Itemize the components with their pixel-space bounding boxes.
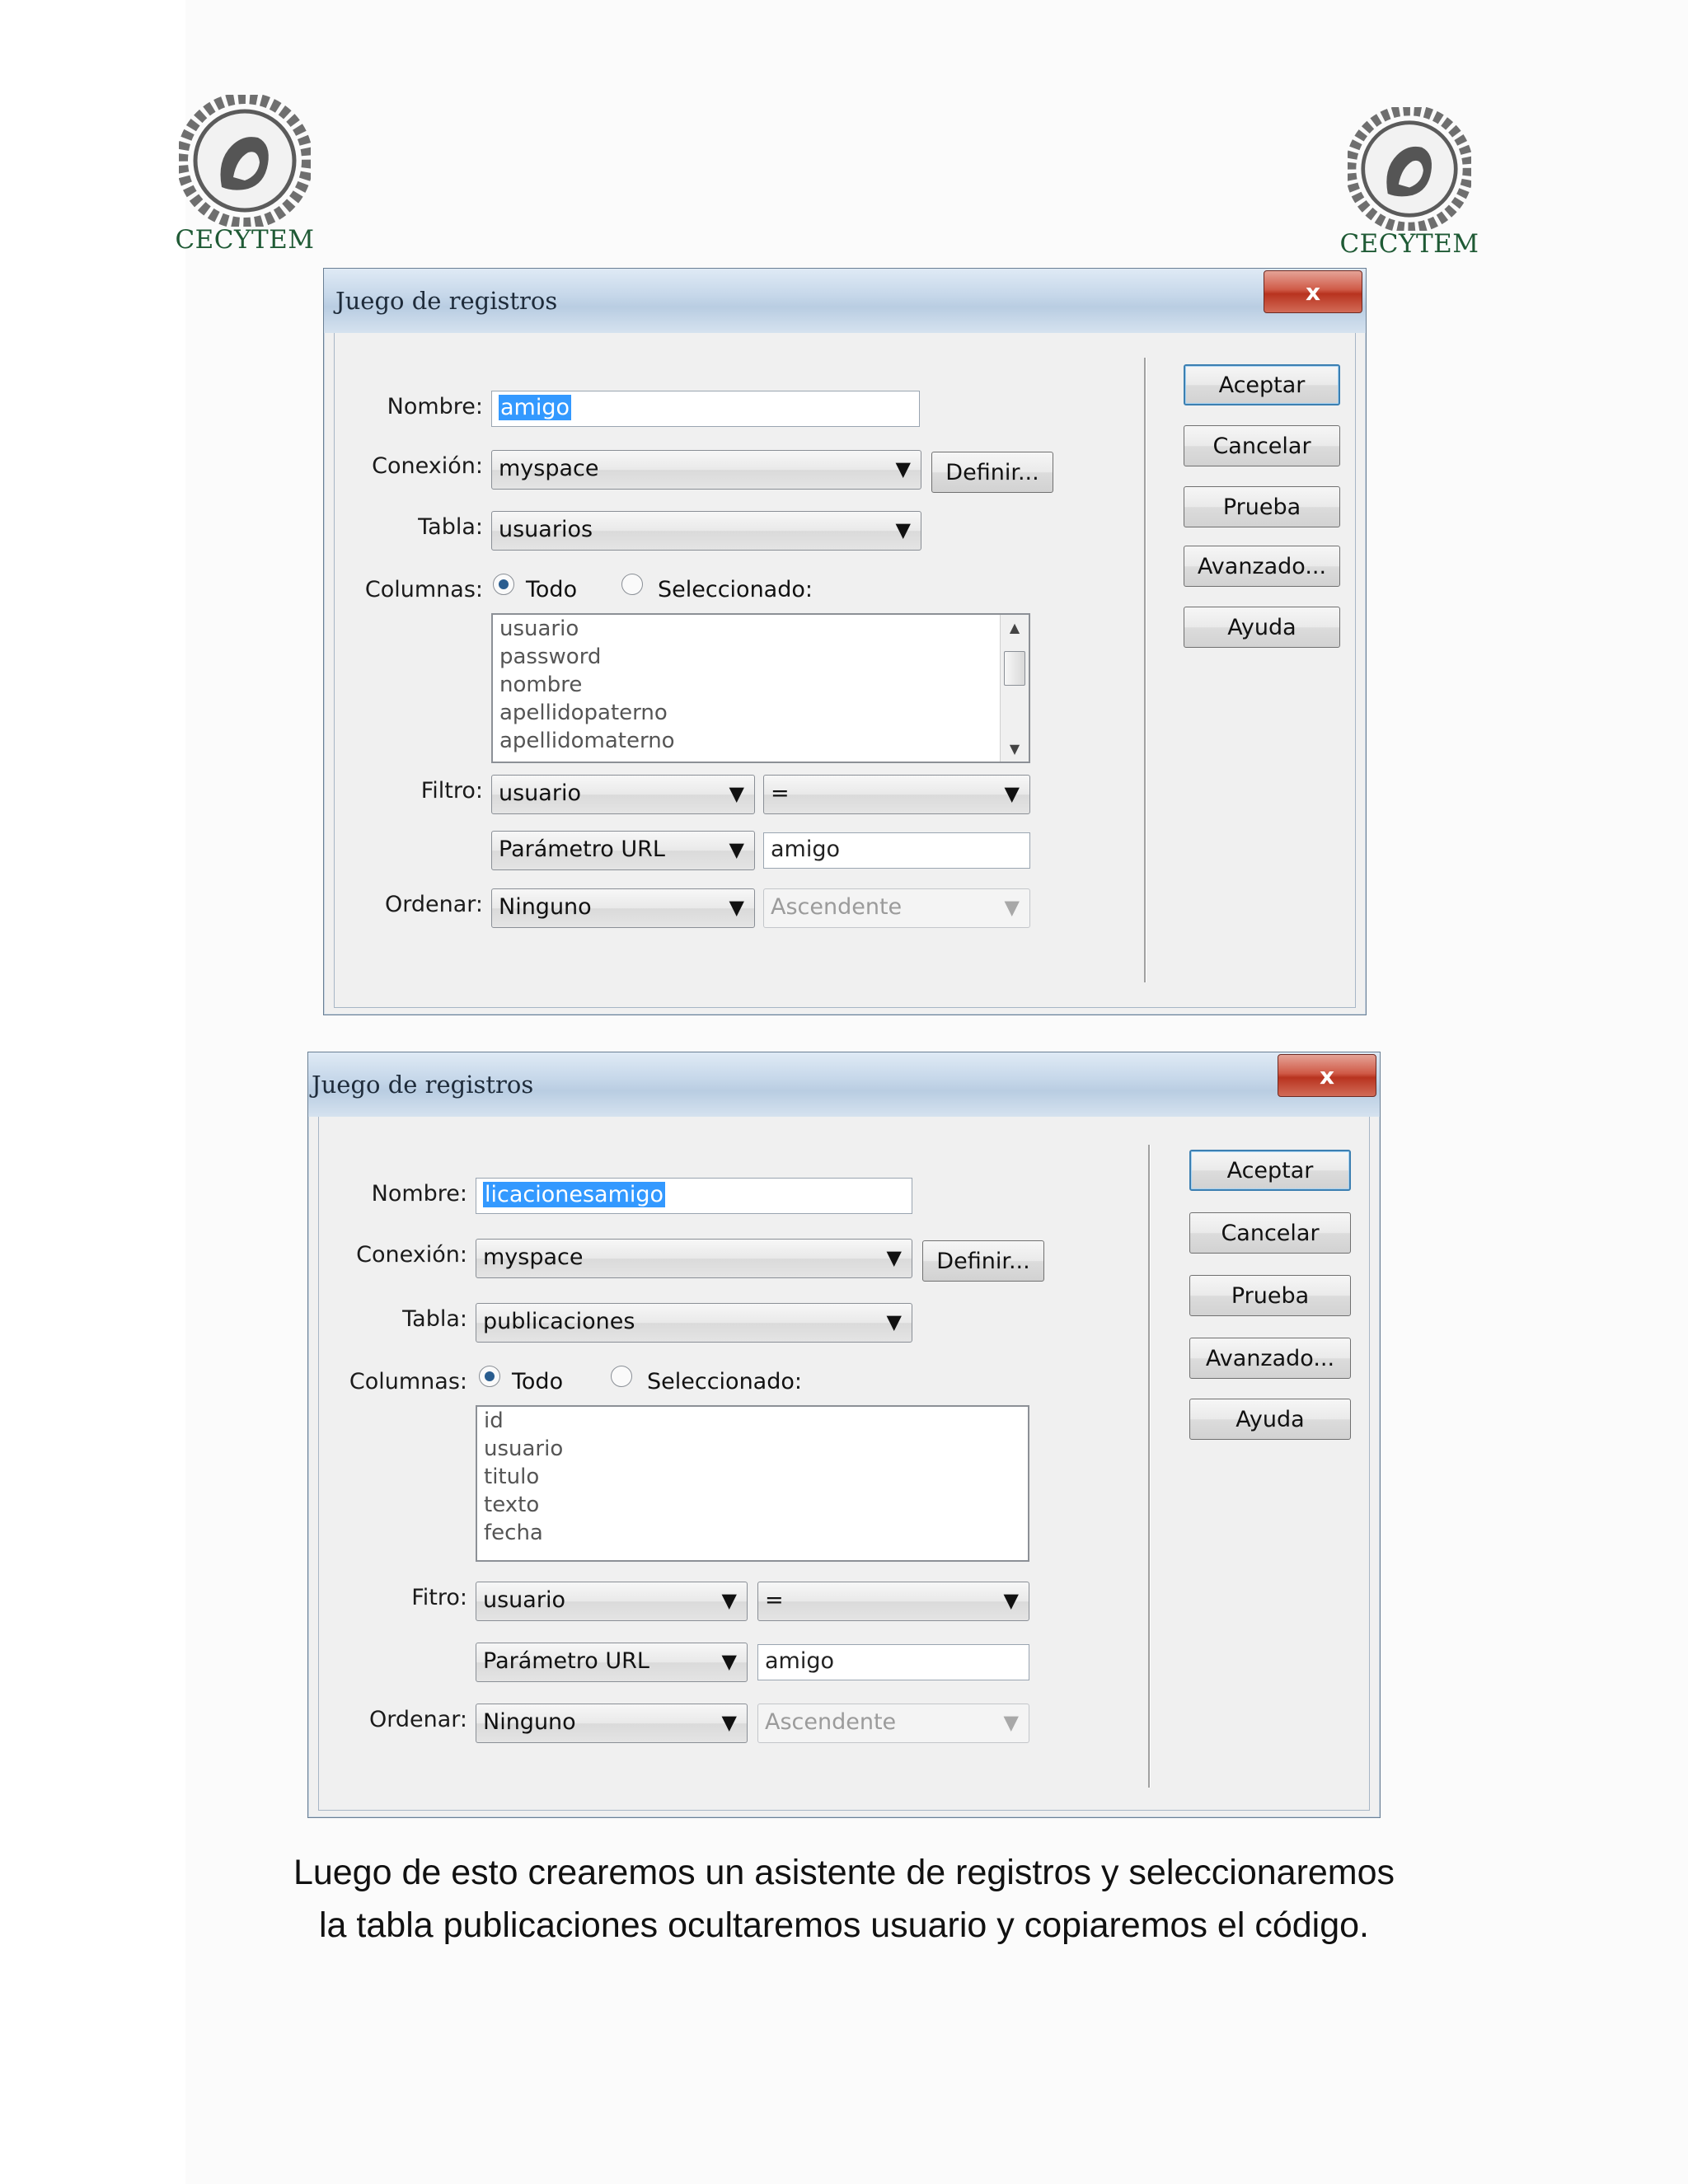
dropdown-arrow-icon: ▼ xyxy=(729,838,744,861)
title-bar xyxy=(324,269,1366,333)
tabla-label: Tabla: xyxy=(402,1306,467,1332)
dialog-body xyxy=(334,333,1356,1008)
scroll-up-icon[interactable]: ▲ xyxy=(1009,620,1020,635)
nombre-value: licacionesamigo xyxy=(485,1182,664,1207)
radio-seleccionado-label: Seleccionado: xyxy=(647,1369,802,1394)
dropdown-arrow-icon: ▼ xyxy=(895,518,911,541)
list-item[interactable]: id xyxy=(484,1408,504,1433)
logo-text-right: CECYTEM xyxy=(1339,229,1479,259)
vertical-divider xyxy=(1144,358,1146,982)
columns-listbox[interactable] xyxy=(476,1405,1029,1562)
filtro-column-value: usuario xyxy=(499,780,581,806)
filtro-param-select[interactable] xyxy=(491,831,755,870)
dropdown-arrow-icon: ▼ xyxy=(729,782,744,805)
seal-icon xyxy=(1348,107,1471,231)
filtro-column-select[interactable] xyxy=(491,775,755,814)
dropdown-arrow-icon: ▼ xyxy=(895,457,911,480)
ordenar-direction-value: Ascendente xyxy=(771,894,903,920)
dialog-title: Juego de registros xyxy=(335,287,558,315)
avanzado-button[interactable]: Avanzado... xyxy=(1189,1338,1351,1379)
nombre-input[interactable] xyxy=(476,1178,912,1214)
ordenar-column-select[interactable] xyxy=(476,1704,748,1743)
dropdown-arrow-icon: ▼ xyxy=(721,1650,737,1673)
logo-text-left: CECYTEM xyxy=(175,225,315,255)
scroll-down-icon[interactable]: ▼ xyxy=(1009,741,1020,757)
list-item[interactable]: fecha xyxy=(484,1521,543,1545)
caption-line-1: Luego de esto crearemos un asistente de registros y seleccionaremos xyxy=(293,1853,1395,1892)
close-button[interactable]: x xyxy=(1278,1054,1376,1097)
list-item[interactable]: apellidomaterno xyxy=(499,729,675,753)
ordenar-direction-value: Ascendente xyxy=(765,1709,897,1735)
tabla-label: Tabla: xyxy=(418,514,483,540)
tabla-select[interactable] xyxy=(476,1303,912,1343)
columns-listbox[interactable] xyxy=(491,613,1030,763)
radio-seleccionado[interactable] xyxy=(611,1366,632,1387)
nombre-label: Nombre: xyxy=(371,1181,467,1207)
nombre-value: amigo xyxy=(500,395,570,420)
list-item[interactable]: password xyxy=(499,644,602,669)
ordenar-direction-select xyxy=(757,1704,1029,1743)
radio-todo-label: Todo xyxy=(512,1369,564,1394)
radio-todo[interactable] xyxy=(493,574,514,595)
list-item[interactable]: texto xyxy=(484,1493,540,1517)
filtro-param-select[interactable] xyxy=(476,1643,748,1682)
dropdown-arrow-icon: ▼ xyxy=(886,1246,902,1269)
columnas-label: Columnas: xyxy=(349,1369,467,1394)
close-button[interactable]: x xyxy=(1264,270,1362,313)
columnas-label: Columnas: xyxy=(364,577,483,602)
radio-seleccionado-label: Seleccionado: xyxy=(658,577,813,602)
list-item[interactable]: titulo xyxy=(484,1465,540,1489)
ordenar-label: Ordenar: xyxy=(384,892,483,917)
conexion-select[interactable] xyxy=(491,450,921,490)
prueba-button[interactable]: Prueba xyxy=(1184,486,1340,527)
title-bar xyxy=(308,1052,1380,1117)
listbox-scrollbar[interactable] xyxy=(1000,615,1029,762)
conexion-label: Conexión: xyxy=(356,1242,467,1268)
list-item[interactable]: nombre xyxy=(499,673,583,697)
filtro-operator-select[interactable] xyxy=(757,1582,1029,1621)
tabla-select[interactable] xyxy=(491,511,921,551)
filtro-operator-value: = xyxy=(771,780,790,806)
radio-seleccionado[interactable] xyxy=(621,574,643,595)
dropdown-arrow-icon: ▼ xyxy=(729,896,744,919)
filtro-param-value: Parámetro URL xyxy=(499,837,665,862)
recordset-dialog-2 xyxy=(307,1052,1381,1818)
filtro-label: Filtro: xyxy=(420,778,483,804)
radio-todo-label: Todo xyxy=(526,577,578,602)
filtro-value-input[interactable]: amigo xyxy=(757,1644,1029,1680)
dropdown-arrow-icon: ▼ xyxy=(1003,1711,1019,1734)
ayuda-button[interactable]: Ayuda xyxy=(1184,607,1340,648)
dropdown-arrow-icon: ▼ xyxy=(1004,896,1020,919)
dialog-title: Juego de registros xyxy=(312,1071,534,1099)
filtro-column-select[interactable] xyxy=(476,1582,748,1621)
definir-button[interactable]: Definir... xyxy=(931,452,1053,493)
list-item[interactable]: usuario xyxy=(499,616,579,641)
filtro-label: Fitro: xyxy=(411,1585,467,1610)
seal-icon xyxy=(179,95,311,227)
cecytem-logo-right xyxy=(1339,107,1479,259)
filtro-param-value: Parámetro URL xyxy=(483,1648,649,1674)
filtro-operator-value: = xyxy=(765,1587,784,1613)
ayuda-button[interactable]: Ayuda xyxy=(1189,1399,1351,1440)
conexion-value: myspace xyxy=(483,1244,584,1270)
aceptar-button[interactable]: Aceptar xyxy=(1184,364,1340,405)
cancelar-button[interactable]: Cancelar xyxy=(1189,1212,1351,1254)
nombre-label: Nombre: xyxy=(387,394,483,419)
list-item[interactable]: apellidopaterno xyxy=(499,701,668,725)
conexion-value: myspace xyxy=(499,456,599,481)
dropdown-arrow-icon: ▼ xyxy=(1004,782,1020,805)
scroll-thumb[interactable] xyxy=(1004,651,1025,686)
avanzado-button[interactable]: Avanzado... xyxy=(1184,546,1340,587)
filtro-operator-select[interactable] xyxy=(763,775,1030,814)
prueba-button[interactable]: Prueba xyxy=(1189,1275,1351,1316)
ordenar-column-value: Ninguno xyxy=(499,894,592,920)
ordenar-column-select[interactable] xyxy=(491,888,755,928)
list-item[interactable]: usuario xyxy=(484,1436,564,1461)
dropdown-arrow-icon: ▼ xyxy=(721,1711,737,1734)
radio-todo[interactable] xyxy=(479,1366,500,1387)
aceptar-button[interactable]: Aceptar xyxy=(1189,1150,1351,1191)
ordenar-direction-select xyxy=(763,888,1030,928)
vertical-divider xyxy=(1148,1145,1151,1788)
tabla-value: publicaciones xyxy=(483,1309,635,1334)
cecytem-logo-left xyxy=(175,95,315,255)
recordset-dialog-1 xyxy=(323,268,1367,1015)
nombre-input[interactable] xyxy=(491,391,920,427)
dropdown-arrow-icon: ▼ xyxy=(1003,1589,1019,1612)
definir-button[interactable]: Definir... xyxy=(922,1240,1044,1282)
ordenar-label: Ordenar: xyxy=(368,1707,467,1732)
caption-line-2: la tabla publicaciones ocultaremos usuario y copiaremos el código. xyxy=(319,1905,1369,1945)
tabla-value: usuarios xyxy=(499,517,593,542)
dialog-body xyxy=(318,1117,1370,1811)
conexion-label: Conexión: xyxy=(372,453,483,479)
dropdown-arrow-icon: ▼ xyxy=(721,1589,737,1612)
dropdown-arrow-icon: ▼ xyxy=(886,1310,902,1333)
ordenar-column-value: Ninguno xyxy=(483,1709,576,1735)
conexion-select[interactable] xyxy=(476,1239,912,1278)
cancelar-button[interactable]: Cancelar xyxy=(1184,425,1340,466)
filtro-column-value: usuario xyxy=(483,1587,565,1613)
filtro-value-input[interactable]: amigo xyxy=(763,832,1030,869)
caption-text xyxy=(181,1846,1507,1952)
